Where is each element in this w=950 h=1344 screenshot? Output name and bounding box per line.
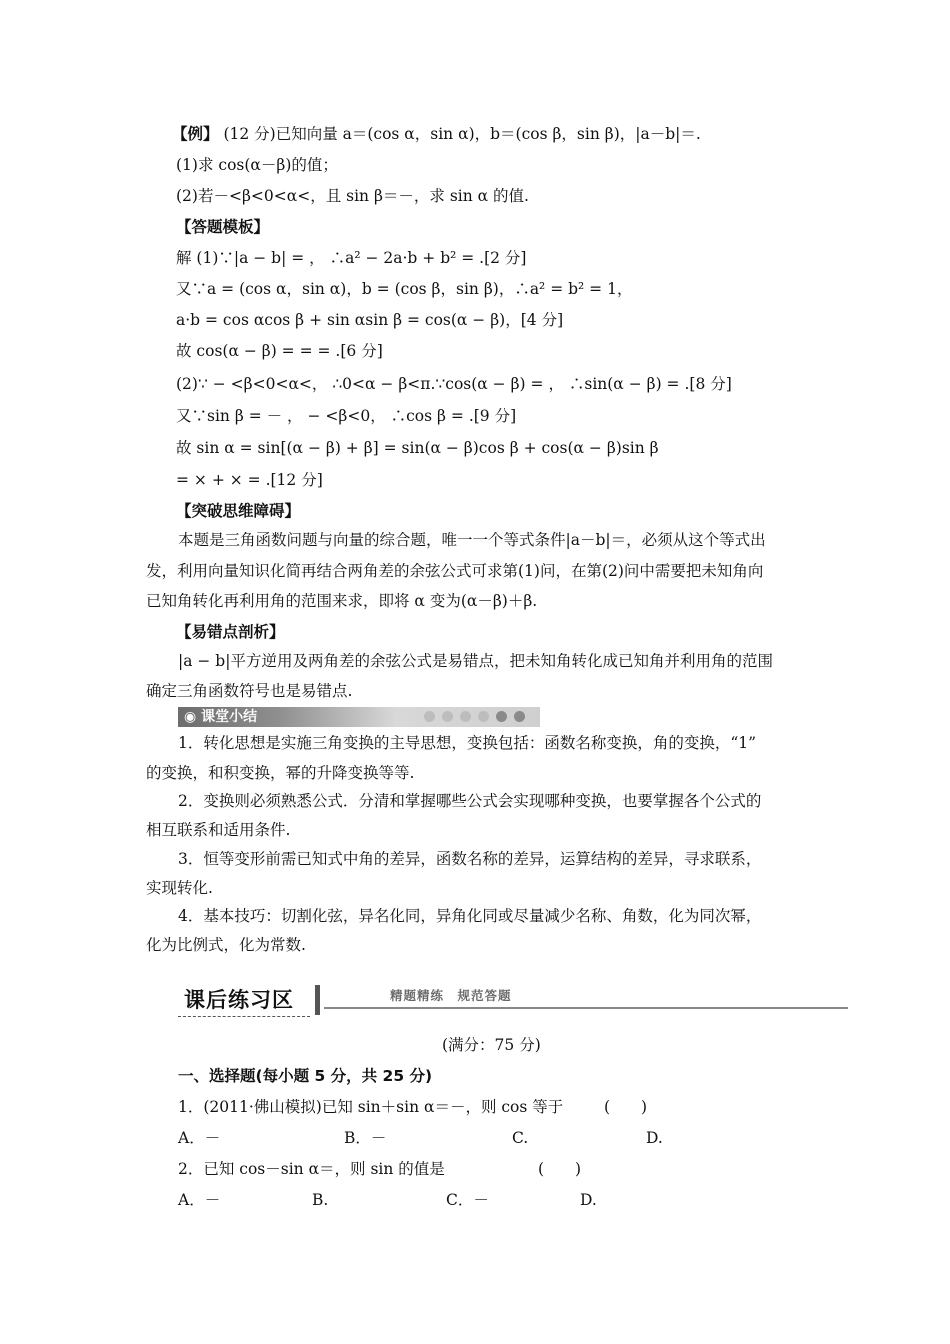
option: D. — [646, 1129, 663, 1147]
dot-icon — [460, 711, 471, 722]
breakthrough-line: 已知角转化再利用角的范围来求，即将 α 变为(α－β)＋β. — [146, 592, 538, 610]
practice-title: 课后练习区 — [184, 988, 294, 1012]
example-question-1: (1)求 cos(α－β)的值； — [176, 156, 338, 174]
question-2-stem: 2．已知 cos－sin α＝，则 sin 的值是 — [178, 1160, 445, 1178]
template-line: 又∵a = (cos α，sin α)，b = (cos β，sin β)，∴a² = b² = 1， — [176, 280, 633, 298]
option: C. — [512, 1129, 529, 1147]
full-score: (满分：75 分) — [442, 1036, 541, 1054]
template-line: 故 sin α = sin[(α − β) + β] = sin(α − β)cos β + cos(α − β)sin β — [176, 439, 659, 457]
option: D. — [580, 1191, 597, 1209]
summary-line: 的变换，和积变换，幂的升降变换等等. — [146, 764, 415, 782]
dot-icon — [496, 711, 507, 722]
banner-dots-decoration — [424, 711, 525, 723]
summary-line: 化为比例式，化为常数. — [146, 936, 306, 954]
dot-icon — [514, 711, 525, 722]
option: A．－ — [178, 1191, 221, 1209]
summary-banner — [178, 707, 540, 727]
example-question-2: (2)若－<β<0<α<，且 sin β＝－，求 sin α 的值. — [176, 187, 529, 205]
summary-line: 4．基本技巧：切割化弦，异名化同，异角化同或尽量减少名称、角数，化为同次幂， — [178, 907, 762, 925]
template-line: 故 cos(α − β) = = = .[6 分] — [176, 342, 383, 360]
section-choice-heading — [178, 1066, 432, 1086]
dot-icon — [442, 711, 453, 722]
option: A．－ — [178, 1129, 221, 1147]
template-line: = × + × = .[12 分] — [176, 471, 323, 489]
question-1-stem: 1．(2011·佛山模拟)已知 sin＋sin α＝－，则 cos 等于 — [178, 1098, 564, 1116]
example-stem-line — [172, 124, 701, 144]
question-2-answer-paren: ( ) — [538, 1160, 582, 1178]
template-line: 又∵sin β = － ， − <β<0， ∴cos β = .[9 分] — [176, 407, 517, 425]
breakthrough-line: 本题是三角函数问题与向量的综合题，唯一一个等式条件|a－b|＝，必须从这个等式出 — [178, 531, 766, 549]
header-dashed-rule — [178, 1016, 310, 1017]
summary-line: 1．转化思想是实施三角变换的主导思想，变换包括：函数名称变换，角的变换，“1” — [178, 734, 757, 752]
template-line: 解 (1)∵|a − b| = ， ∴a² − 2a·b + b² = .[2 分] — [176, 249, 527, 267]
header-divider-bar — [315, 985, 320, 1015]
pitfall-line: 确定三角函数符号也是易错点. — [146, 682, 353, 700]
template-line: (2)∵ − <β<0<α<， ∴0<α − β<π.∵cos(α − β) = ， ∴sin(α − β) = .[8 分] — [176, 375, 732, 393]
template-line: a·b = cos αcos β + sin αsin β = cos(α − β)，[4 分] — [176, 311, 564, 329]
option: B. — [312, 1191, 329, 1209]
summary-line: 相互联系和适用条件. — [146, 821, 291, 839]
example-stem: (12 分)已知向量 a＝(cos α，sin α)，b＝(cos β，sin β)，|a－b|＝. — [223, 125, 701, 143]
dot-icon — [424, 711, 435, 722]
option: B．－ — [344, 1129, 387, 1147]
header-rule — [324, 1007, 848, 1009]
summary-line: 实现转化. — [146, 879, 213, 897]
summary-line: 2．变换则必须熟悉公式．分清和掌握哪些公式会实现哪种变换，也要掌握各个公式的 — [178, 792, 762, 810]
pitfall-line: |a − b|平方逆用及两角差的余弦公式是易错点，把未知角转化成已知角并利用角的范围 — [178, 652, 773, 670]
practice-section-header — [178, 983, 848, 1019]
option: C．－ — [446, 1191, 489, 1209]
template-heading: 【答题模板】 — [176, 218, 270, 236]
pitfall-heading: 【易错点剖析】 — [176, 623, 285, 641]
example-label: 【例】 — [172, 124, 219, 143]
summary-line: 3．恒等变形前需已知式中角的差异，函数名称的差异，运算结构的差异，寻求联系， — [178, 850, 762, 868]
dot-icon — [478, 711, 489, 722]
breakthrough-line: 发，利用向量知识化简再结合两角差的余弦公式可求第(1)问，在第(2)问中需要把未知角向 — [146, 562, 764, 580]
section-choice-text: 一、选择题(每小题 5 分，共 25 分) — [178, 1067, 433, 1085]
practice-subtitle: 精题精练 规范答题 — [390, 988, 512, 1003]
breakthrough-heading: 【突破思维障碍】 — [176, 502, 301, 520]
question-1-answer-paren: ( ) — [604, 1098, 648, 1116]
summary-banner-title: ◉ 课堂小结 — [184, 709, 258, 725]
